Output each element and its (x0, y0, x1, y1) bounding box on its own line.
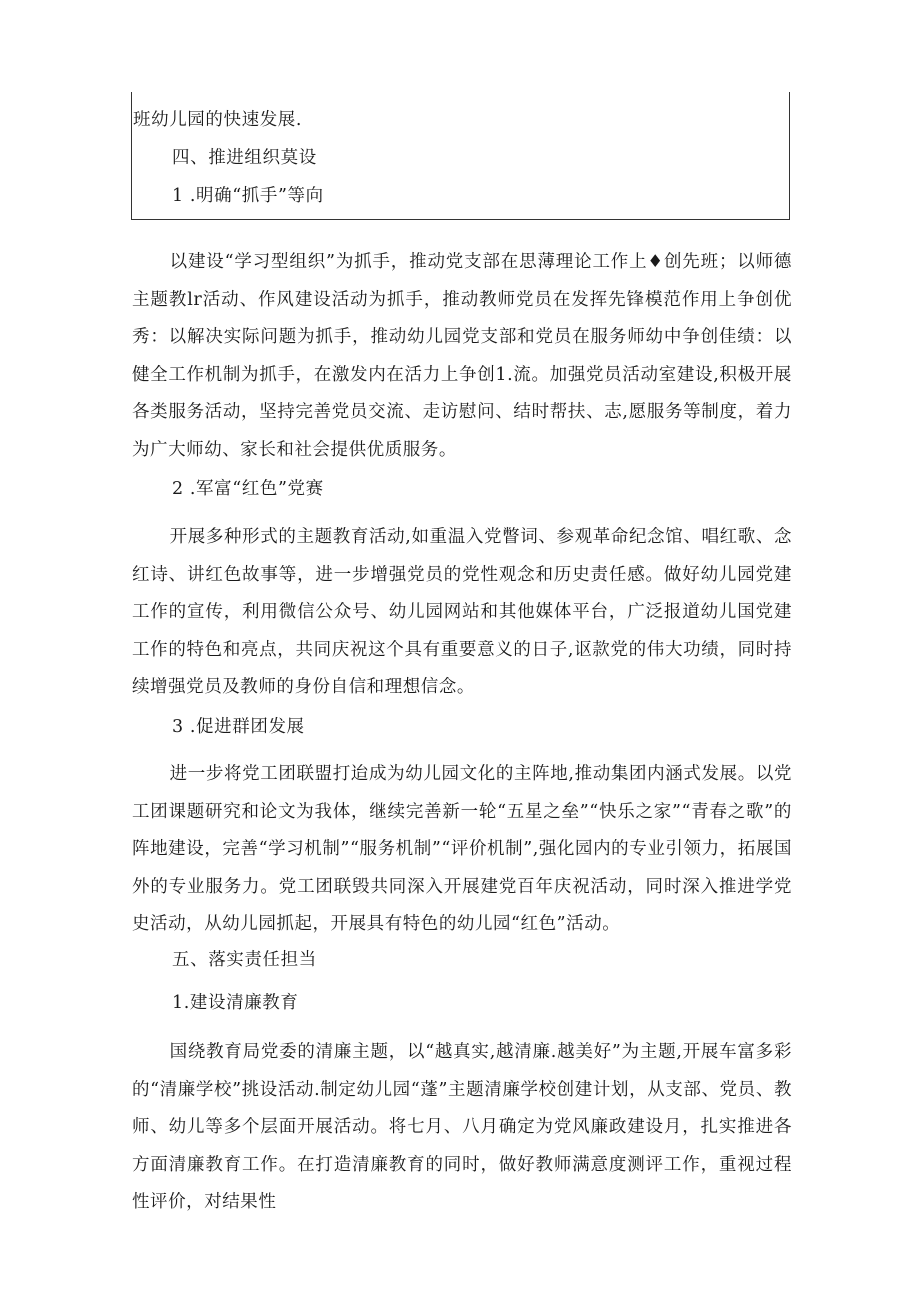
subheading-1-clarify: 1 .明确“抓手”等向 (172, 186, 324, 206)
paragraph-learning-organization: 以建设“学习型组织”为抓手，推动党支部在思薄理论工作上♦创先班；以师德主题教lr活动、作风建设活动为抓手，推动教师党员在发挥先锋模范作用上争创优秀：以解决实际问题为抓手，推动幼儿园党支部和党员在服务师幼中争创佳绩：以健全工作机制为抓手，在激发内在活力上争创1.流。加强党员活动室建设,积极开展各类服务活动，坚持完善党员交流、走访慰问、结时帮扶、志,愿服务等制度，着力为广大师幼、家长和社会提供优质服务。 (132, 252, 792, 460)
paragraph-theme-education: 开展多种形式的主题教育活动,如重温入党瞥词、参观革命纪念馆、唱红歌、念红诗、讲红色故事等，进一步增强党员的党性观念和历史责任感。做好幼儿园党建工作的宣传，利用微信公众号、幼儿园网站和其他媒体平台，广泛报道幼儿国党建工作的特色和亮点，共同庆祝这个具有重要意义的日子,讴款党的伟大功绩，同时持续增强党员及教师的身份自信和理想信念。 (132, 527, 792, 697)
paragraph-clean-school: 国绕教育局党委的清廉主题，以“越真实,越清廉.越美好”为主题,开展车富多彩的“清廉学校”挑设活动.制定幼儿园“蓬”主题清廉学校创建计划，从支部、党员、教师、幼儿等多个层面开展活动。将七月、八月确定为党风廉政建设月，扎实推进各方面清廉教育工作。在打造清廉教育的同时，做好教师满意度测评工作，重视过程性评价，对结果性 (132, 1042, 792, 1212)
section-heading-four: 四、推进组织莫设 (172, 148, 317, 168)
section-heading-five: 五、落实责任担当 (172, 950, 317, 970)
subheading-3-group-development: 3 .促进群团发展 (172, 717, 305, 737)
paragraph-party-union-alliance: 进一步将党工团联盟打迨成为幼儿园文化的主阵地,推动集团内涵式发展。以党工团课题研究和论文为我体，继续完善新一轮“五星之垒”“快乐之家”“青春之歌”的阵地建设，完善“学习机制”“服务机制”“评价机制”,强化园内的专业引领力，拓展国外的专业服务力。党工团联毁共同深入开展建党百年庆祝活动，同时深入推进学党史活动，从幼儿园抓起，开展具有特色的幼儿园“红色”活动。 (132, 764, 792, 934)
subheading-1-clean-education: 1.建设清廉教育 (172, 993, 299, 1013)
box-line-continuation: 班幼儿园的快速发展. (133, 110, 303, 130)
subheading-2-red-party: 2 .军富“红色”党赛 (172, 479, 324, 499)
